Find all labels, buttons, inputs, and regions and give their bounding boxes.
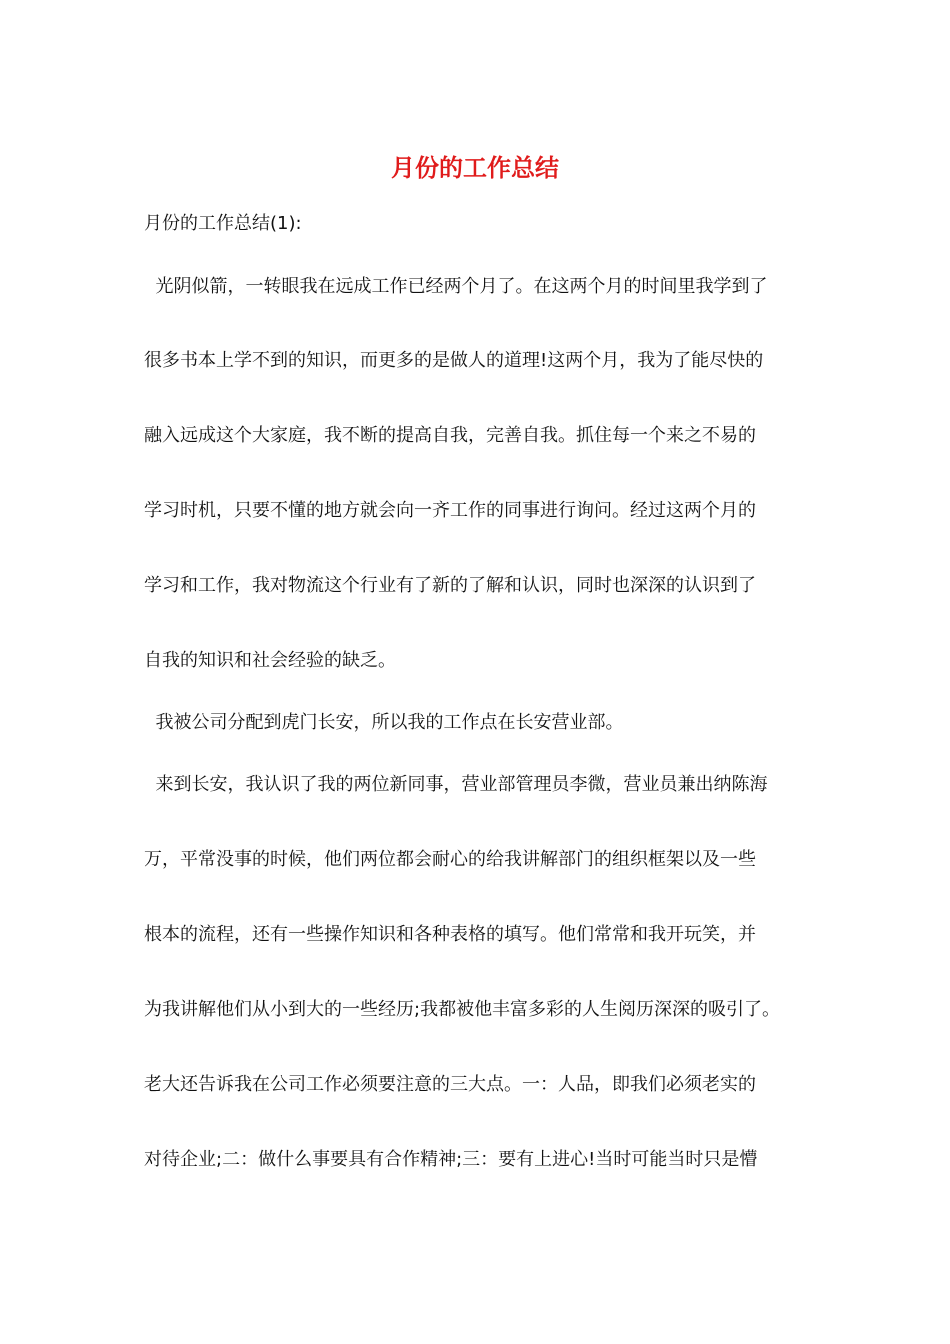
paragraph-line: 融入远成这个大家庭，我不断的提高自我，完善自我。抓住每一个来之不易的 xyxy=(144,425,756,446)
paragraph-line: 来到长安，我认识了我的两位新同事，营业部管理员李微，营业员兼出纳陈海 xyxy=(144,774,768,795)
paragraph-line: 为我讲解他们从小到大的一些经历;我都被他丰富多彩的人生阅历深深的吸引了。 xyxy=(144,999,781,1020)
paragraph-line: 自我的知识和社会经验的缺乏。 xyxy=(144,650,396,671)
paragraph-line: 对待企业;二：做什么事要具有合作精神;三：要有上进心!当时可能当时只是懵 xyxy=(144,1149,758,1170)
paragraph-line: 根本的流程，还有一些操作知识和各种表格的填写。他们常常和我开玩笑，并 xyxy=(144,924,756,945)
section-heading: 月份的工作总结(1): xyxy=(144,213,302,234)
paragraph-line: 光阴似箭，一转眼我在远成工作已经两个月了。在这两个月的时间里我学到了 xyxy=(144,276,768,297)
paragraph-line: 万，平常没事的时候，他们两位都会耐心的给我讲解部门的组织框架以及一些 xyxy=(144,849,756,870)
paragraph-line: 老大还告诉我在公司工作必须要注意的三大点。一：人品，即我们必须老实的 xyxy=(144,1074,756,1095)
paragraph-line: 学习和工作，我对物流这个行业有了新的了解和认识，同时也深深的认识到了 xyxy=(144,575,756,596)
paragraph-line: 学习时机，只要不懂的地方就会向一齐工作的同事进行询问。经过这两个月的 xyxy=(144,500,756,521)
document-title: 月份的工作总结 xyxy=(391,153,559,182)
paragraph-line: 很多书本上学不到的知识，而更多的是做人的道理!这两个月，我为了能尽快的 xyxy=(144,350,764,371)
paragraph-line: 我被公司分配到虎门长安，所以我的工作点在长安营业部。 xyxy=(144,712,624,733)
